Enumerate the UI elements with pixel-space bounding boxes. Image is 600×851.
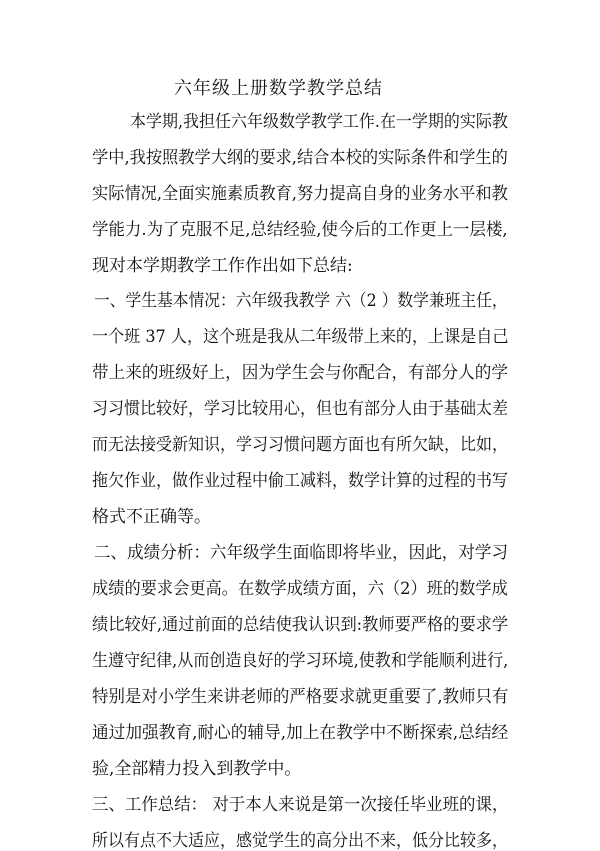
paragraph-line: 特别是对小学生来讲老师的严格要求就更重要了,教师只有 — [92, 687, 509, 707]
paragraph-line: 带上来的班级好上，因为学生会与你配合，有部分人的学 — [92, 363, 508, 383]
paragraph-line: 实际情况,全面实施素质教育,努力提高自身的业务水平和教 — [92, 184, 508, 204]
paragraph-line: 习习惯比较好，学习比较用心，但也有部分人由于基础太差 — [92, 399, 508, 419]
paragraph-line: 格式不正确等。 — [92, 507, 211, 527]
paragraph-line: 学中,我按照教学大纲的要求,结合本校的实际条件和学生的 — [92, 148, 508, 168]
paragraph-line: 学能力.为了克服不足,总结经验,使今后的工作更上一层楼, — [92, 220, 508, 240]
paragraph-line: 拖欠作业，做作业过程中偷工减料，数学计算的过程的书写 — [92, 471, 508, 491]
paragraph-line: 而无法接受新知识，学习习惯问题方面也有所欠缺，比如， — [92, 435, 508, 455]
paragraph-line: 成绩的要求会更高。在数学成绩方面，六（2）班的数学成 — [92, 579, 508, 599]
paragraph-line: 生遵守纪律,从而创造良好的学习环境,使教和学能顺利进行, — [92, 651, 509, 671]
paragraph-line: 验,全部精力投入到教学中。 — [92, 759, 302, 779]
paragraph-line: 所以有点不大适应，感觉学生的高分出不来，低分比较多， — [92, 831, 508, 851]
paragraph-line: 绩比较好,通过前面的总结使我认识到:教师要严格的要求学 — [92, 615, 509, 635]
paragraph-line: 现对本学期教学工作作出如下总结: — [92, 256, 353, 276]
paragraph-line: 三、工作总结： 对于本人来说是第一次接任毕业班的课， — [92, 795, 509, 815]
paragraph-line: 一个班 37 人，这个班是我从二年级带上来的，上课是自己 — [92, 327, 509, 347]
paragraph-line: 本学期,我担任六年级数学教学工作.在一学期的实际教 — [130, 112, 508, 132]
paragraph-line: 一、学生基本情况：六年级我教学 六（2 ）数学兼班主任， — [94, 291, 508, 311]
document-title: 六年级上册数学教学总结 — [174, 78, 383, 99]
paragraph-line: 通过加强教育,耐心的辅导,加上在教学中不断探索,总结经 — [92, 723, 509, 743]
paragraph-line: 二、成绩分析：六年级学生面临即将毕业，因此，对学习 — [94, 543, 508, 563]
